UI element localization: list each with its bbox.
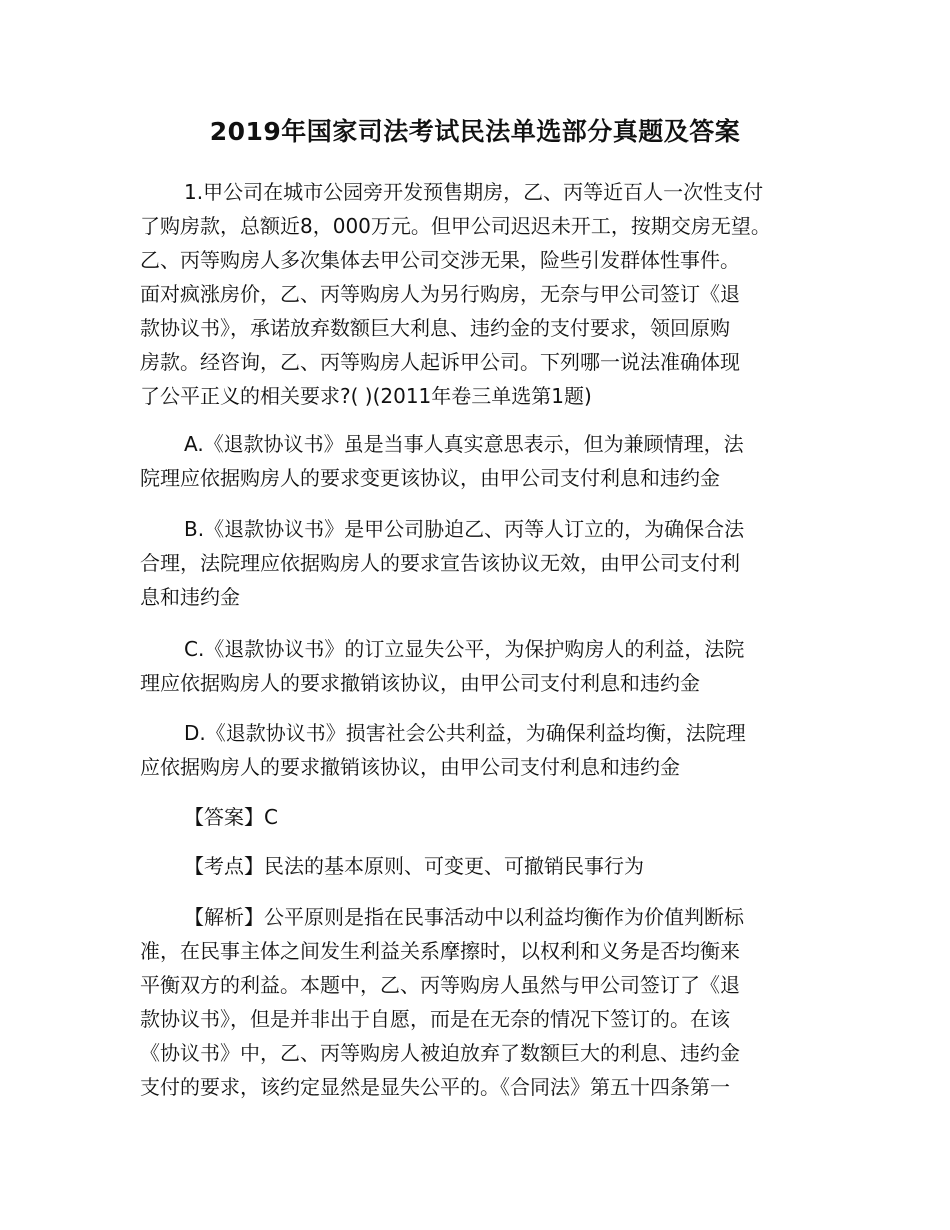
answer-line: 【答案】C: [184, 805, 278, 829]
analysis-line: 【解析】公平原则是指在民事活动中以利益均衡作为价值判断标: [184, 905, 744, 929]
analysis-line: 准，在民事主体之间发生利益关系摩擦时，以权利和义务是否均衡来: [140, 939, 740, 963]
analysis-line: 款协议书》，但是并非出于自愿，而是在无奈的情况下签订的。在该: [140, 1007, 730, 1031]
option-b-paragraph: [140, 512, 830, 614]
question-line: 房款。经咨询，乙、丙等购房人起诉甲公司。下列哪一说法准确体现: [140, 350, 740, 374]
option-line: 应依据购房人的要求撤销该协议，由甲公司支付利息和违约金: [140, 755, 680, 779]
question-paragraph: [140, 175, 830, 413]
question-line: 了购房款，总额近8，000万元。但甲公司迟迟未开工，按期交房无望。: [140, 214, 771, 238]
option-d-paragraph: [140, 716, 830, 784]
option-a-paragraph: [140, 427, 830, 495]
option-line: C.《退款协议书》的订立显失公平，为保护购房人的利益，法院: [184, 637, 745, 661]
analysis-line: 支付的要求，该约定显然是显失公平的。《合同法》第五十四条第一: [140, 1075, 730, 1099]
question-line: 款协议书》，承诺放弃数额巨大利息、违约金的支付要求，领回原购: [140, 316, 730, 340]
option-c-paragraph: [140, 632, 830, 700]
question-line: 1.甲公司在城市公园旁开发预售期房，乙、丙等近百人一次性支付: [184, 180, 764, 204]
option-line: 理应依据购房人的要求撤销该协议，由甲公司支付利息和违约金: [140, 671, 700, 695]
analysis-line: 平衡双方的利益。本题中，乙、丙等购房人虽然与甲公司签订了《退: [140, 973, 740, 997]
question-line: 面对疯涨房价，乙、丙等购房人为另行购房，无奈与甲公司签订《退: [140, 282, 740, 306]
option-line: B.《退款协议书》是甲公司胁迫乙、丙等人订立的，为确保合法: [184, 517, 745, 541]
option-line: 息和违约金: [140, 585, 240, 609]
option-line: 院理应依据购房人的要求变更该协议，由甲公司支付利息和违约金: [140, 466, 720, 490]
option-line: 合理，法院理应依据购房人的要求宣告该协议无效，由甲公司支付利: [140, 551, 740, 575]
analysis-paragraph: [140, 900, 830, 1104]
option-line: D.《退款协议书》损害社会公共利益，为确保利益均衡，法院理: [184, 721, 746, 745]
kaodian-paragraph: [140, 849, 830, 883]
question-line: 了公平正义的相关要求?( )(2011年卷三单选第1题): [140, 384, 592, 408]
option-line: A.《退款协议书》虽是当事人真实意思表示，但为兼顾情理，法: [184, 432, 744, 456]
answer-paragraph: [140, 800, 830, 834]
analysis-line: 《协议书》中，乙、丙等购房人被迫放弃了数额巨大的利息、违约金: [140, 1041, 740, 1065]
question-line: 乙、丙等购房人多次集体去甲公司交涉无果，险些引发群体性事件。: [140, 248, 740, 272]
kaodian-line: 【考点】民法的基本原则、可变更、可撤销民事行为: [184, 854, 644, 878]
document-title: 2019年国家司法考试民法单选部分真题及答案: [209, 117, 741, 146]
